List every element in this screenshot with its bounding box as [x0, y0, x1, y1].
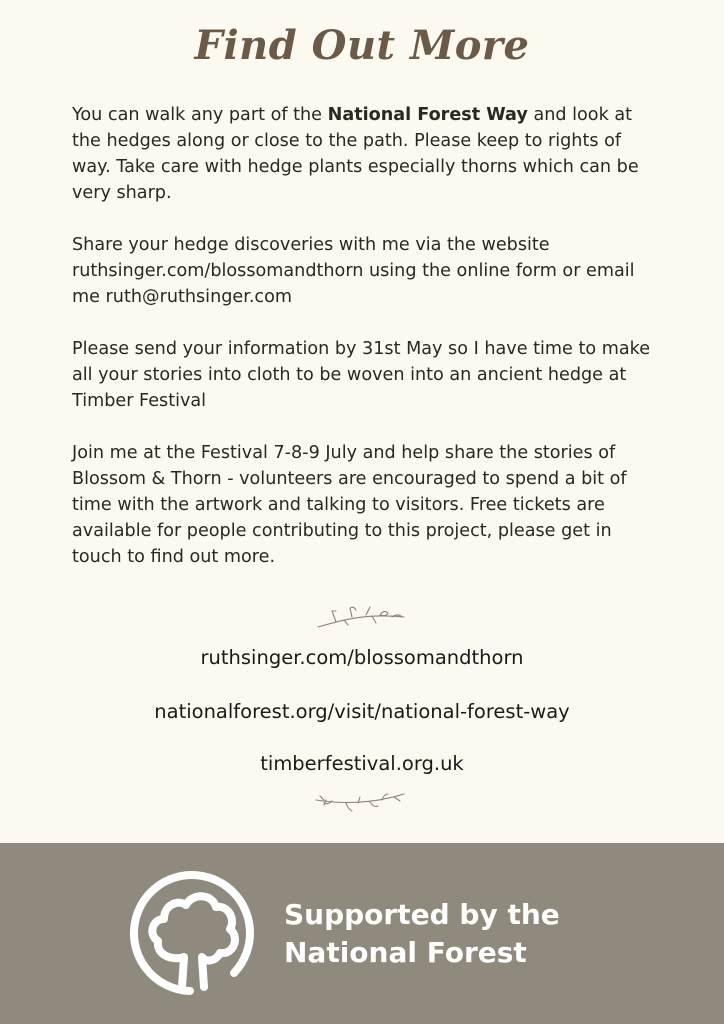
- supported-by-text: [284, 896, 560, 972]
- supported-line-1: Supported by the: [284, 898, 560, 931]
- paragraph-share: Share your hedge discoveries with me via the website ruthsinger.com/blossomandthorn using the online form or email me ruth@ruthsinger.com: [72, 235, 635, 307]
- body-text: [72, 102, 662, 596]
- national-forest-tree-logo-icon: [130, 869, 260, 999]
- paragraph-deadline: Please send your information by 31st May so I have time to make all your stories into cloth to be woven into an ancient hedge at Timber Festival: [72, 339, 651, 411]
- paragraph-walk-end: and look at the hedges along or close to the path. Please keep to rights of way. Take care with hedge plants especially thorns which can be very sharp.: [72, 105, 639, 203]
- supported-line-2: National Forest: [284, 936, 527, 969]
- link-nationalforest[interactable]: nationalforest.org/visit/national-forest-way: [154, 700, 570, 723]
- link-ruthsinger[interactable]: ruthsinger.com/blossomandthorn: [200, 646, 524, 669]
- national-forest-way-bold: National Forest Way: [327, 105, 528, 125]
- paragraph-festival: Join me at the Festival 7-8-9 July and help share the stories of Blossom & Thorn - volunteers are encouraged to spend a bit of time with the artwork and talking to visitors. Free tickets are available for people contributing to this project, please get in touch to find out more.: [72, 443, 627, 567]
- paragraph-walk: [72, 102, 662, 206]
- page-title: Find Out More: [194, 22, 530, 69]
- link-timberfestival[interactable]: timberfestival.org.uk: [260, 752, 464, 775]
- footer-banner: [0, 843, 724, 1024]
- sprig-divider-icon: [314, 603, 410, 633]
- sprig-divider-bottom-icon: [312, 788, 408, 816]
- paragraph-walk-start: You can walk any part of the: [72, 105, 328, 125]
